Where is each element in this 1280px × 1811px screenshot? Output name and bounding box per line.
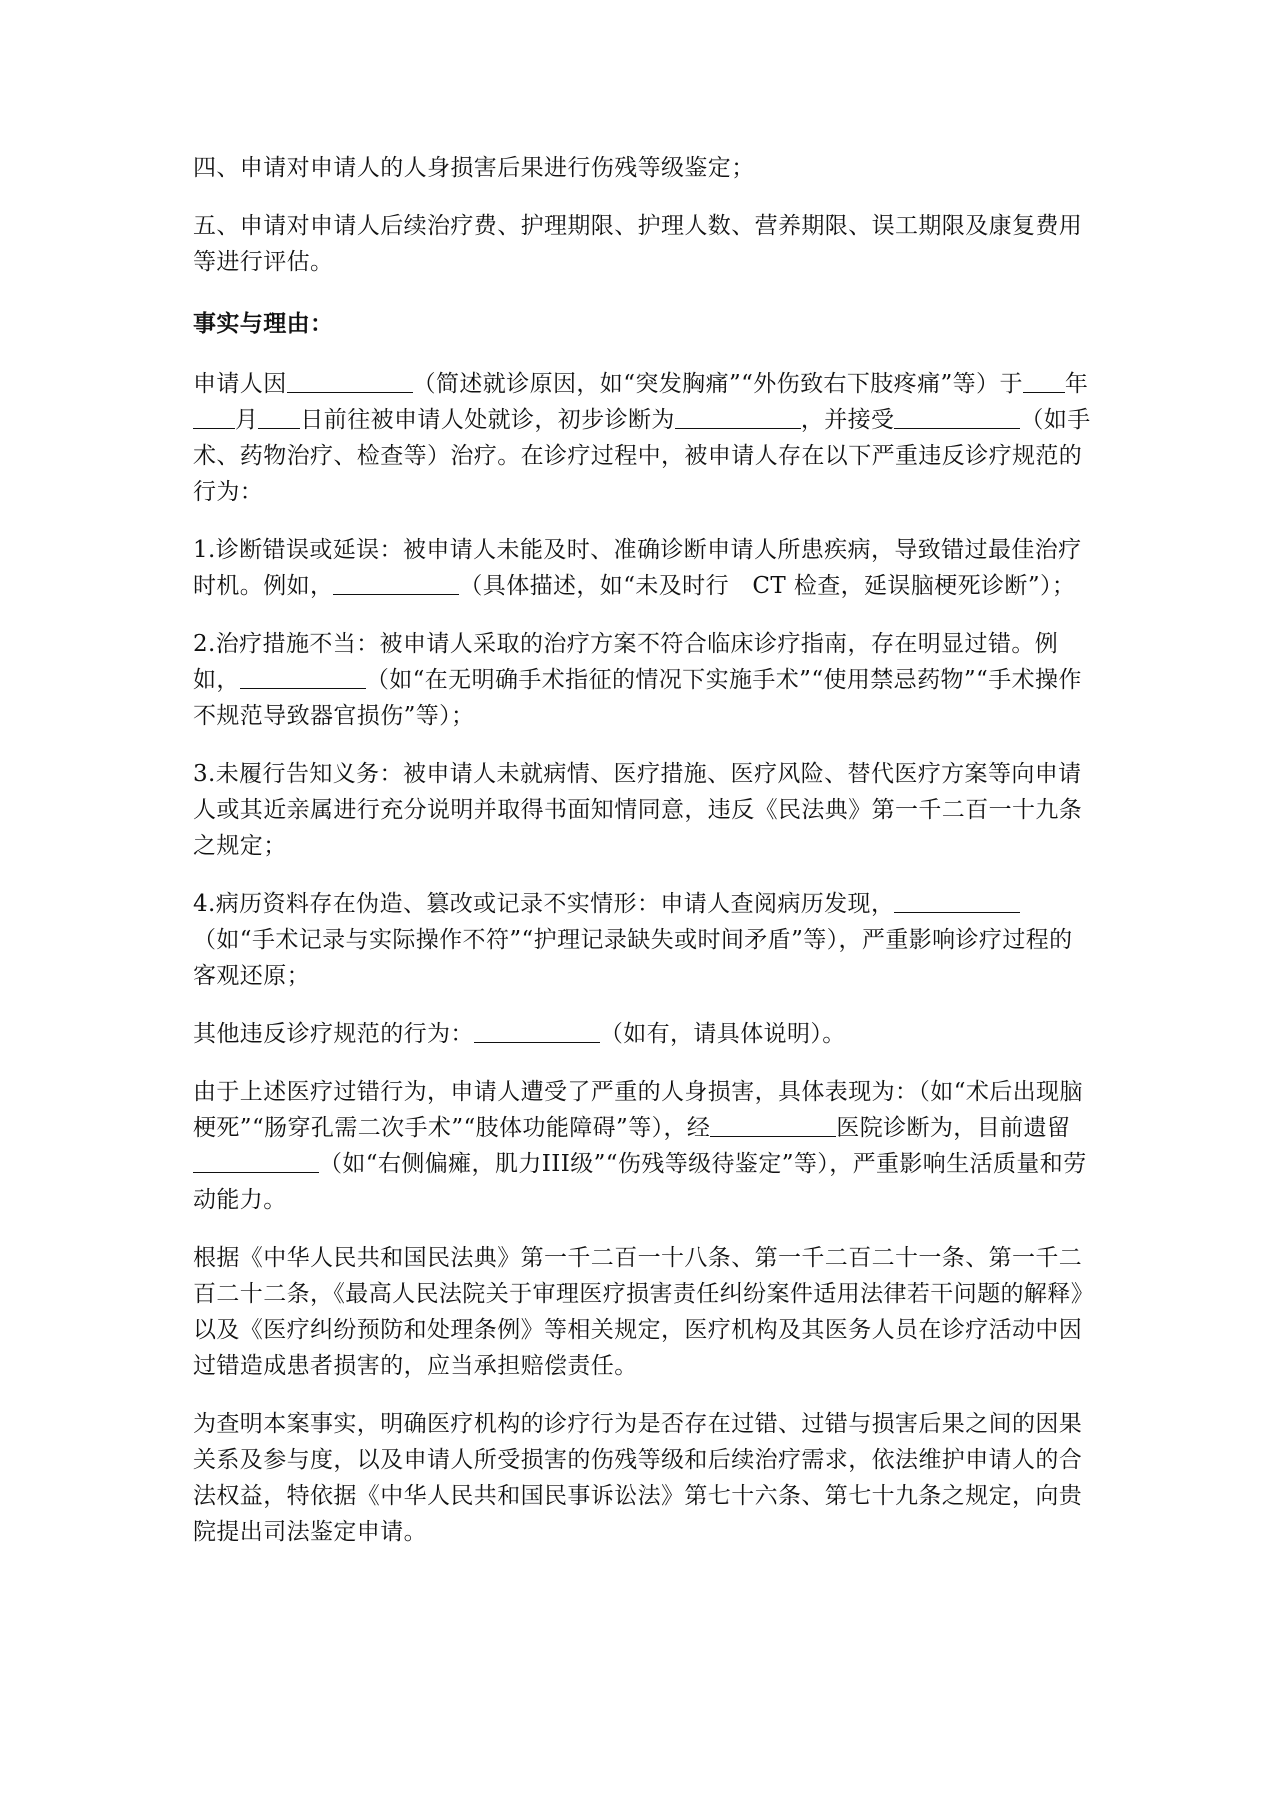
text: 月 [235,407,259,433]
text: （具体描述，如“未及时行 CT 检查，延误脑梗死诊断”）； [459,573,1076,599]
fill-blank-treatment-error[interactable] [240,662,366,689]
fill-blank-hospital[interactable] [710,1110,836,1137]
violation-item-3 [193,756,1093,864]
legal-basis-paragraph: 根据《中华人民共和国民法典》第一千二百一十八条、第一千二百二十一条、第一千二百二十二条，《最高人民法院关于审理医疗损害责任纠纷案件适用法律若干问题的解释》以及《医疗纠纷预防和处理条例》等相关规定，医疗机构及其医务人员在诊疗活动中因过错造成患者损害的，应当承担赔偿责任。 [193,1245,1083,1379]
text: （简述就诊原因，如“突发胸痛”“外伤致右下肢疼痛”等）于 [412,371,1023,397]
text: 申请人因 [193,371,287,397]
document-page [193,150,1093,1550]
text: 年 [1064,371,1089,397]
text: 2.治疗措施不当：被申请人采取的治疗方案不符合临床诊疗指南，存在明显过错。例如， [193,631,1059,693]
facts-paragraph [193,366,1093,510]
text: 由于上述医疗过错行为，申请人遭受了严重的人身损害，具体表现为：（如“术后出现脑梗死”“肠穿孔需二次手术”“肢体功能障碍”等），经 [193,1079,1083,1141]
damage-paragraph [193,1074,1093,1218]
fill-blank-treatment[interactable] [894,402,1020,429]
text: 1.诊断错误或延误：被申请人未能及时、准确诊断申请人所患疾病，导致错过最佳治疗时机。例如， [193,537,1082,599]
fill-blank-record-issue[interactable] [894,886,1020,913]
text: （如有，请具体说明）。 [599,1021,846,1047]
text: 3.未履行告知义务：被申请人未就病情、医疗措施、医疗风险、替代医疗方案等向申请人或其近亲属进行充分说明并取得书面知情同意，违反《民法典》第一千二百一十九条之规定； [193,761,1083,859]
fill-blank-year[interactable] [1023,366,1065,393]
violation-item-2 [193,626,1093,734]
fill-blank-day[interactable] [258,402,300,429]
text: 其他违反诊疗规范的行为： [193,1021,474,1047]
fill-blank-other[interactable] [474,1016,600,1043]
request-item-5: 五、申请对申请人后续治疗费、护理期限、护理人数、营养期限、误工期限及康复费用等进行评估。 [193,213,1083,275]
section-heading-facts: 事实与理由： [193,310,334,337]
text: （如“右侧偏瘫，肌力III级”“伤残等级待鉴定”等），严重影响生活质量和劳动能力。 [193,1151,1087,1213]
fill-blank-diagnosis[interactable] [675,402,801,429]
text: 日前往被申请人处就诊，初步诊断为 [300,407,675,433]
text: 医院诊断为，目前遗留 [836,1115,1071,1141]
other-violations [193,1016,1093,1052]
fill-blank-visit-reason[interactable] [287,366,413,393]
conclusion-paragraph: 为查明本案事实，明确医疗机构的诊疗行为是否存在过错、过错与损害后果之间的因果关系及参与度，以及申请人所受损害的伤残等级和后续治疗需求，依法维护申请人的合法权益，特依据《中华人民共和国民事诉讼法》第七十六条、第七十九条之规定，向贵院提出司法鉴定申请。 [193,1411,1083,1545]
fill-blank-sequelae[interactable] [193,1146,319,1173]
text: （如手术、药物治疗、检查等）治疗。在诊疗过程中，被申请人存在以下严重违反诊疗规范的行为： [193,407,1091,505]
violation-item-1 [193,532,1093,604]
fill-blank-diagnosis-error[interactable] [333,568,459,595]
request-item-4: 四、申请对申请人的人身损害后果进行伤残等级鉴定； [193,155,755,181]
text: 4.病历资料存在伪造、篡改或记录不实情形：申请人查阅病历发现， [193,891,895,917]
fill-blank-month[interactable] [193,402,235,429]
violation-item-4 [193,886,1093,994]
text: ，并接受 [800,407,895,433]
text: （如“手术记录与实际操作不符”“护理记录缺失或时间矛盾”等），严重影响诊疗过程的客观还原； [193,927,1073,989]
text: （如“在无明确手术指征的情况下实施手术”“使用禁忌药物”“手术操作不规范导致器官损伤”等）； [193,667,1082,729]
